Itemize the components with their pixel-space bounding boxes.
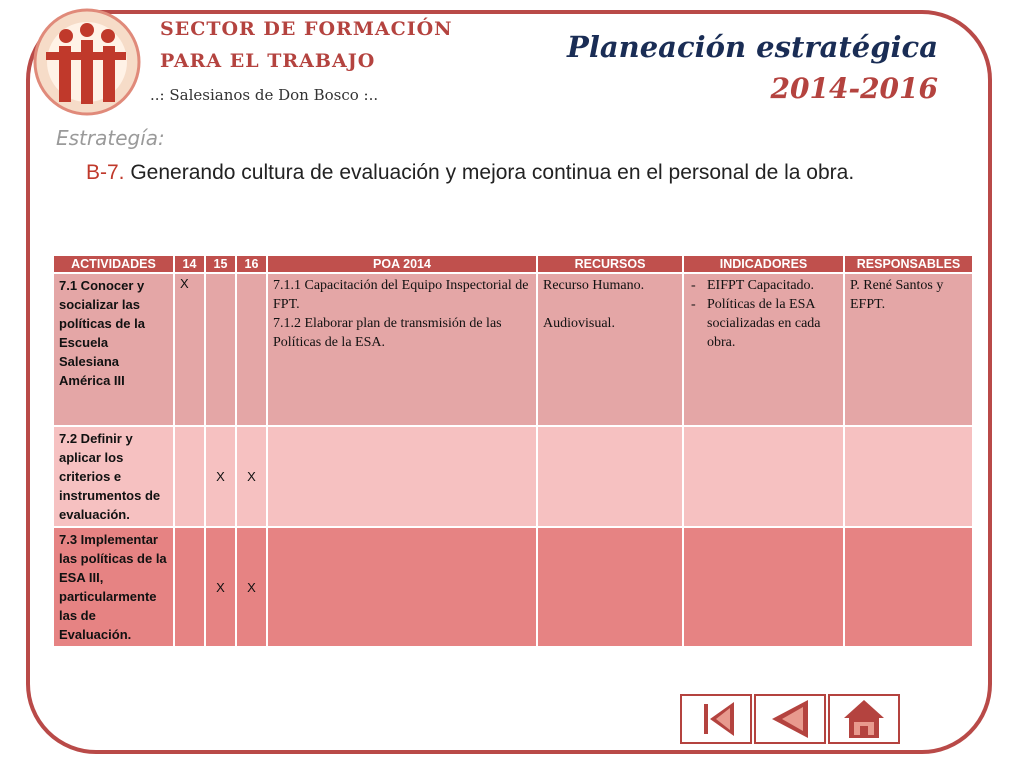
previous-slide-icon (756, 696, 824, 742)
org-name-line2: PARA EL TRABAJO (160, 50, 376, 72)
activity-cell: 7.1 Conocer y socializar las políticas de la Escuela Salesiana América III (53, 273, 174, 426)
poa-cell (267, 527, 537, 647)
col-header-poa: POA 2014 (267, 255, 537, 273)
page-years: 2014-2016 (770, 72, 938, 105)
year-16-cell: X (236, 426, 267, 527)
recursos-cell (537, 273, 683, 426)
indicador-item: - Políticas de la ESA socializadas en cada obra. (707, 295, 838, 352)
year-15-cell: X (205, 426, 236, 527)
recursos-cell (537, 426, 683, 527)
strategy-text: Generando cultura de evaluación y mejora continua en el personal de la obra. (124, 161, 855, 184)
year-15-cell (205, 273, 236, 426)
indicadores-cell (683, 273, 844, 426)
year-14-cell: X (174, 273, 205, 426)
poa-item: 7.1.2 Elaborar plan de transmisión de las Políticas de la ESA. (273, 316, 502, 350)
recursos-cell (537, 527, 683, 647)
poa-cell (267, 426, 537, 527)
home-icon (830, 696, 898, 742)
col-header-16: 16 (236, 255, 267, 273)
activity-cell: 7.2 Definir y aplicar los criterios e instrumentos de evaluación. (53, 426, 174, 527)
home-button[interactable] (828, 694, 900, 744)
sector-logo (26, 6, 148, 118)
first-slide-button[interactable] (680, 694, 752, 744)
previous-slide-button[interactable] (754, 694, 826, 744)
col-header-responsables: RESPONSABLES (844, 255, 973, 273)
org-subtitle: ..: Salesianos de Don Bosco :.. (150, 86, 379, 104)
org-name-line1: SECTOR DE FORMACIÓN (160, 18, 453, 40)
indicador-item: - EIFPT Capacitado. (707, 276, 838, 295)
table-row (53, 273, 973, 426)
col-header-15: 15 (205, 255, 236, 273)
page-title: Planeación estratégica (567, 30, 938, 64)
strategy-code: B-7. (86, 161, 125, 184)
table-row (53, 527, 973, 647)
plan-table (52, 254, 974, 648)
poa-cell (267, 273, 537, 426)
year-14-cell (174, 527, 205, 647)
col-header-14: 14 (174, 255, 205, 273)
year-16-cell (236, 273, 267, 426)
first-slide-icon (682, 696, 750, 742)
col-header-actividades: ACTIVIDADES (53, 255, 174, 273)
recurso-item: Recurso Humano. (543, 278, 645, 293)
recurso-item: Audiovisual. (543, 316, 615, 331)
col-header-indicadores: INDICADORES (683, 255, 844, 273)
strategy-label: Estrategía: (56, 126, 165, 150)
responsables-cell: P. René Santos y EFPT. (844, 273, 973, 426)
year-16-cell: X (236, 527, 267, 647)
poa-item: 7.1.1 Capacitación del Equipo Inspectorial de FPT. (273, 278, 529, 312)
strategy-statement (86, 158, 896, 188)
table-header-row (53, 255, 973, 273)
responsables-cell (844, 527, 973, 647)
indicadores-cell (683, 527, 844, 647)
col-header-recursos: RECURSOS (537, 255, 683, 273)
indicadores-cell (683, 426, 844, 527)
responsables-cell (844, 426, 973, 527)
activity-cell: 7.3 Implementar las políticas de la ESA III, particularmente las de Evaluación. (53, 527, 174, 647)
year-14-cell (174, 426, 205, 527)
year-15-cell: X (205, 527, 236, 647)
table-row (53, 426, 973, 527)
